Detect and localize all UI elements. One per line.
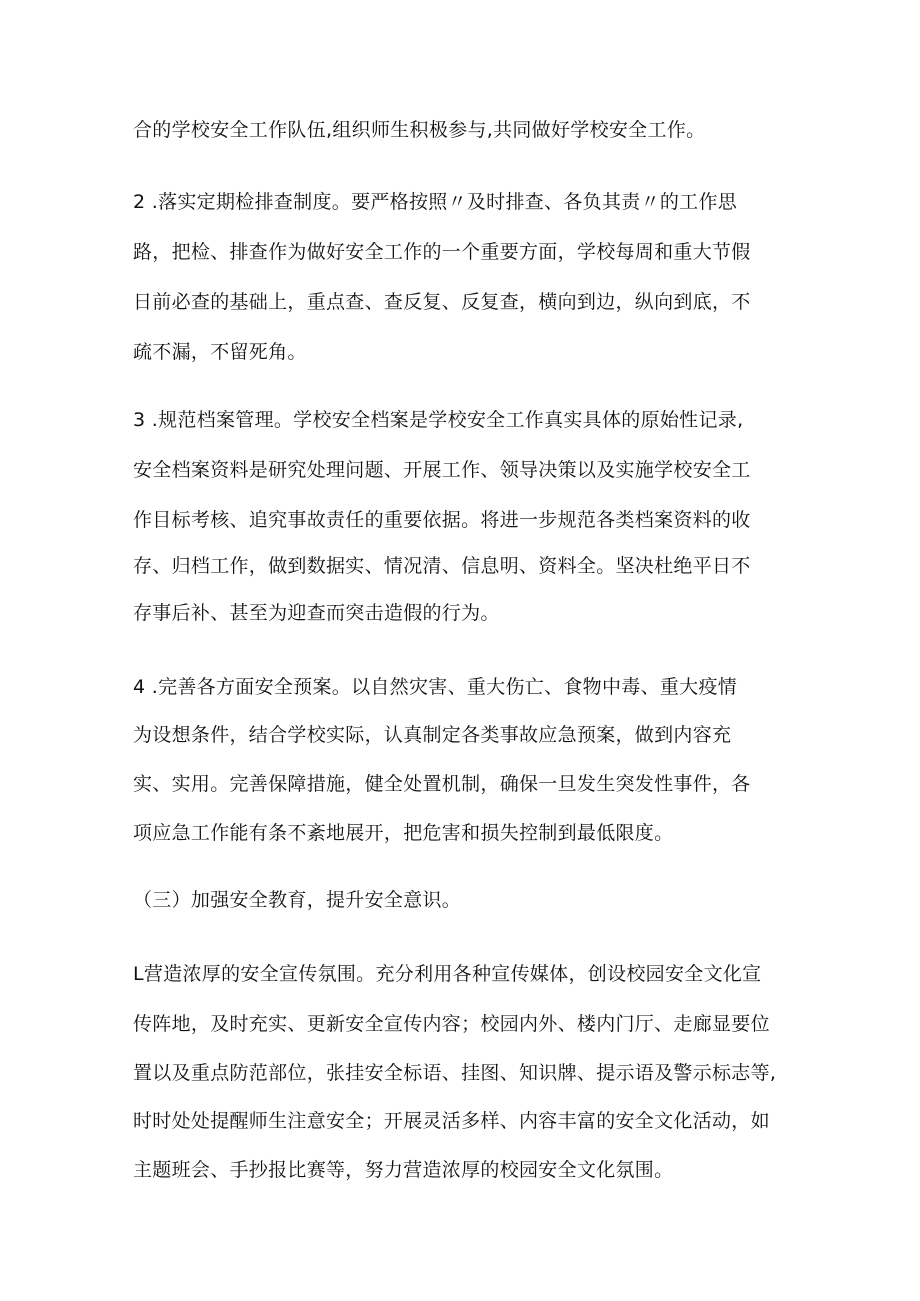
text-line: 时时处处提醒师生注意安全；开展灵活多样、内容丰富的安全文化活动，如 xyxy=(133,1110,770,1132)
section-heading: （三）加强安全教育，提升安全意识。 xyxy=(133,889,462,911)
text-line: 置以及重点防范部位，张挂安全标语、挂图、知识牌、提示语及警示标志等, xyxy=(133,1062,777,1084)
text-line: 4 .完善各方面安全预案。以自然灾害、重大伤亡、食物中毒、重大疫情 xyxy=(133,676,738,698)
text-line: L营造浓厚的安全宣传氛围。充分利用各种宣传媒体，创设校园安全文化宣 xyxy=(133,963,762,985)
text-line: 日前必查的基础上，重点查、查反复、反复查，横向到边，纵向到底，不 xyxy=(133,291,751,313)
text-line: 合的学校安全工作队伍,组织师生积极参与,共同做好学校安全工作。 xyxy=(133,119,706,141)
text-line: 安全档案资料是研究处理问题、开展工作、领导决策以及实施学校安全工 xyxy=(133,459,751,481)
text-line: 为设想条件，结合学校实际，认真制定各类事故应急预案，做到内容充 xyxy=(133,724,732,746)
text-line: 作目标考核、追究事故责任的重要依据。将进一步规范各类档案资料的收 xyxy=(133,509,751,531)
text-line: 3 .规范档案管理。学校安全档案是学校安全工作真实具体的原始性记录, xyxy=(133,409,744,431)
text-line: 传阵地，及时充实、更新安全宣传内容；校园内外、楼内门厅、走廊显要位 xyxy=(133,1013,770,1035)
text-line: 实、实用。完善保障措施，健全处置机制，确保一旦发生突发性事件，各 xyxy=(133,773,751,795)
text-line: 项应急工作能有条不紊地展开，把危害和损失控制到最低限度。 xyxy=(133,822,674,844)
text-line: 存事后补、甚至为迎查而突击造假的行为。 xyxy=(133,602,500,624)
text-line: 存、归档工作，做到数据实、情况清、信息明、资料全。坚决杜绝平日不 xyxy=(133,555,751,577)
text-line: 疏不漏，不留死角。 xyxy=(133,341,307,363)
text-line: 路，把检、排查作为做好安全工作的一个重要方面，学校每周和重大节假 xyxy=(133,241,751,263)
text-line: 主题班会、手抄报比赛等，努力营造浓厚的校园安全文化氛围。 xyxy=(133,1159,674,1181)
text-line: 2 .落实定期检排查制度。要严格按照〃及时排查、各负其责〃的工作思 xyxy=(133,191,738,213)
